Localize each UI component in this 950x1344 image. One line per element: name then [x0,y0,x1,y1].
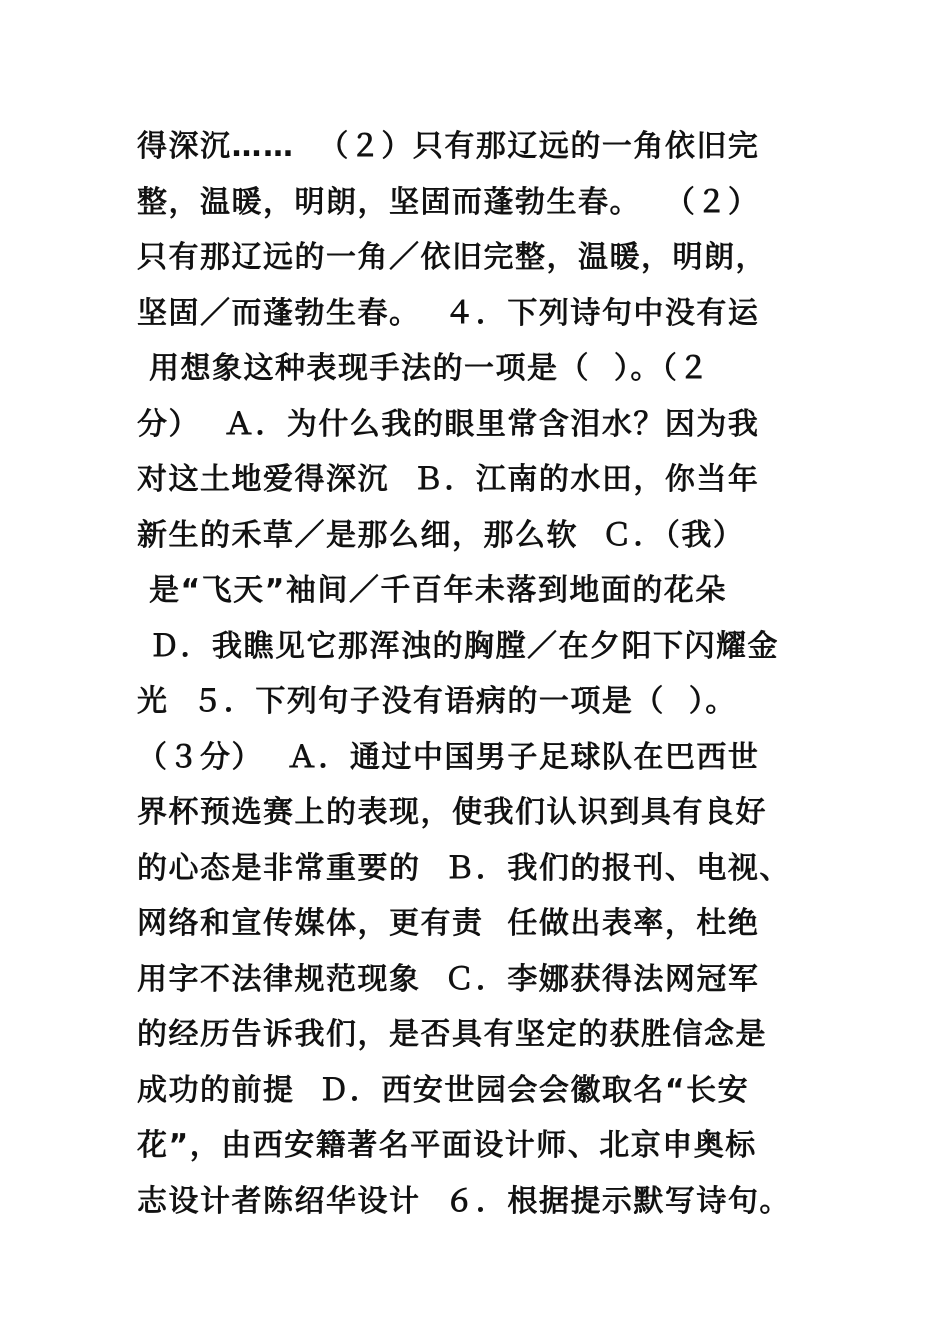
text-line: 新生的禾草／是那么细，那么软 Ｃ．（我） [137,517,745,553]
text-line: 的心态是非常重要的 Ｂ．我们的报刊、电视、 [137,850,791,886]
text-line: 界杯预选赛上的表现，使我们认识到具有良好 [137,795,767,830]
text-line: 志设计者陈绍华设计 ６．根据提示默写诗句。 [137,1183,791,1219]
text-line: 花”，由西安籍著名平面设计师、北京申奥标 [137,1128,757,1163]
text-line: 用字不法律规范现象 Ｃ．李娜获得法网冠军 [137,961,760,997]
text-line: 得深沉…… （２）只有那辽远的一角依旧完 [137,129,760,164]
text-line: 只有那辽远的一角／依旧完整，温暖，明朗， [137,240,767,275]
text-line: 坚固／而蓬勃生春。 ４．下列诗句中没有运 [137,295,760,331]
text-line: 整，温暖，明朗，坚固而蓬勃生春。 （２） [137,184,760,220]
body-text [137,119,837,1229]
text-line: 用想象这种表现手法的一项是（ ）。（２ [137,351,710,386]
text-line: 网络和宣传媒体，更有责 任做出表率，杜绝 [137,906,760,941]
text-line: 光 ５．下列句子没有语病的一项是（ ）。 [137,684,737,719]
text-line: 的经历告诉我们，是否具有坚定的获胜信念是 [137,1017,767,1052]
text-line: 成功的前提 Ｄ．西安世园会会徽取名“长安 [137,1072,750,1108]
text-line: 是“飞天”袖间／千百年未落到地面的花朵 [137,573,727,608]
text-line: 对这土地爱得深沉 Ｂ．江南的水田，你当年 [137,462,760,497]
text-line: Ｄ．我瞧见它那浑浊的胸膛／在夕阳下闪耀金 [137,628,779,664]
text-line: （３分） Ａ．通过中国男子足球队在巴西世 [137,739,760,775]
text-line: 分） Ａ．为什么我的眼里常含泪水？因为我 [137,406,760,442]
